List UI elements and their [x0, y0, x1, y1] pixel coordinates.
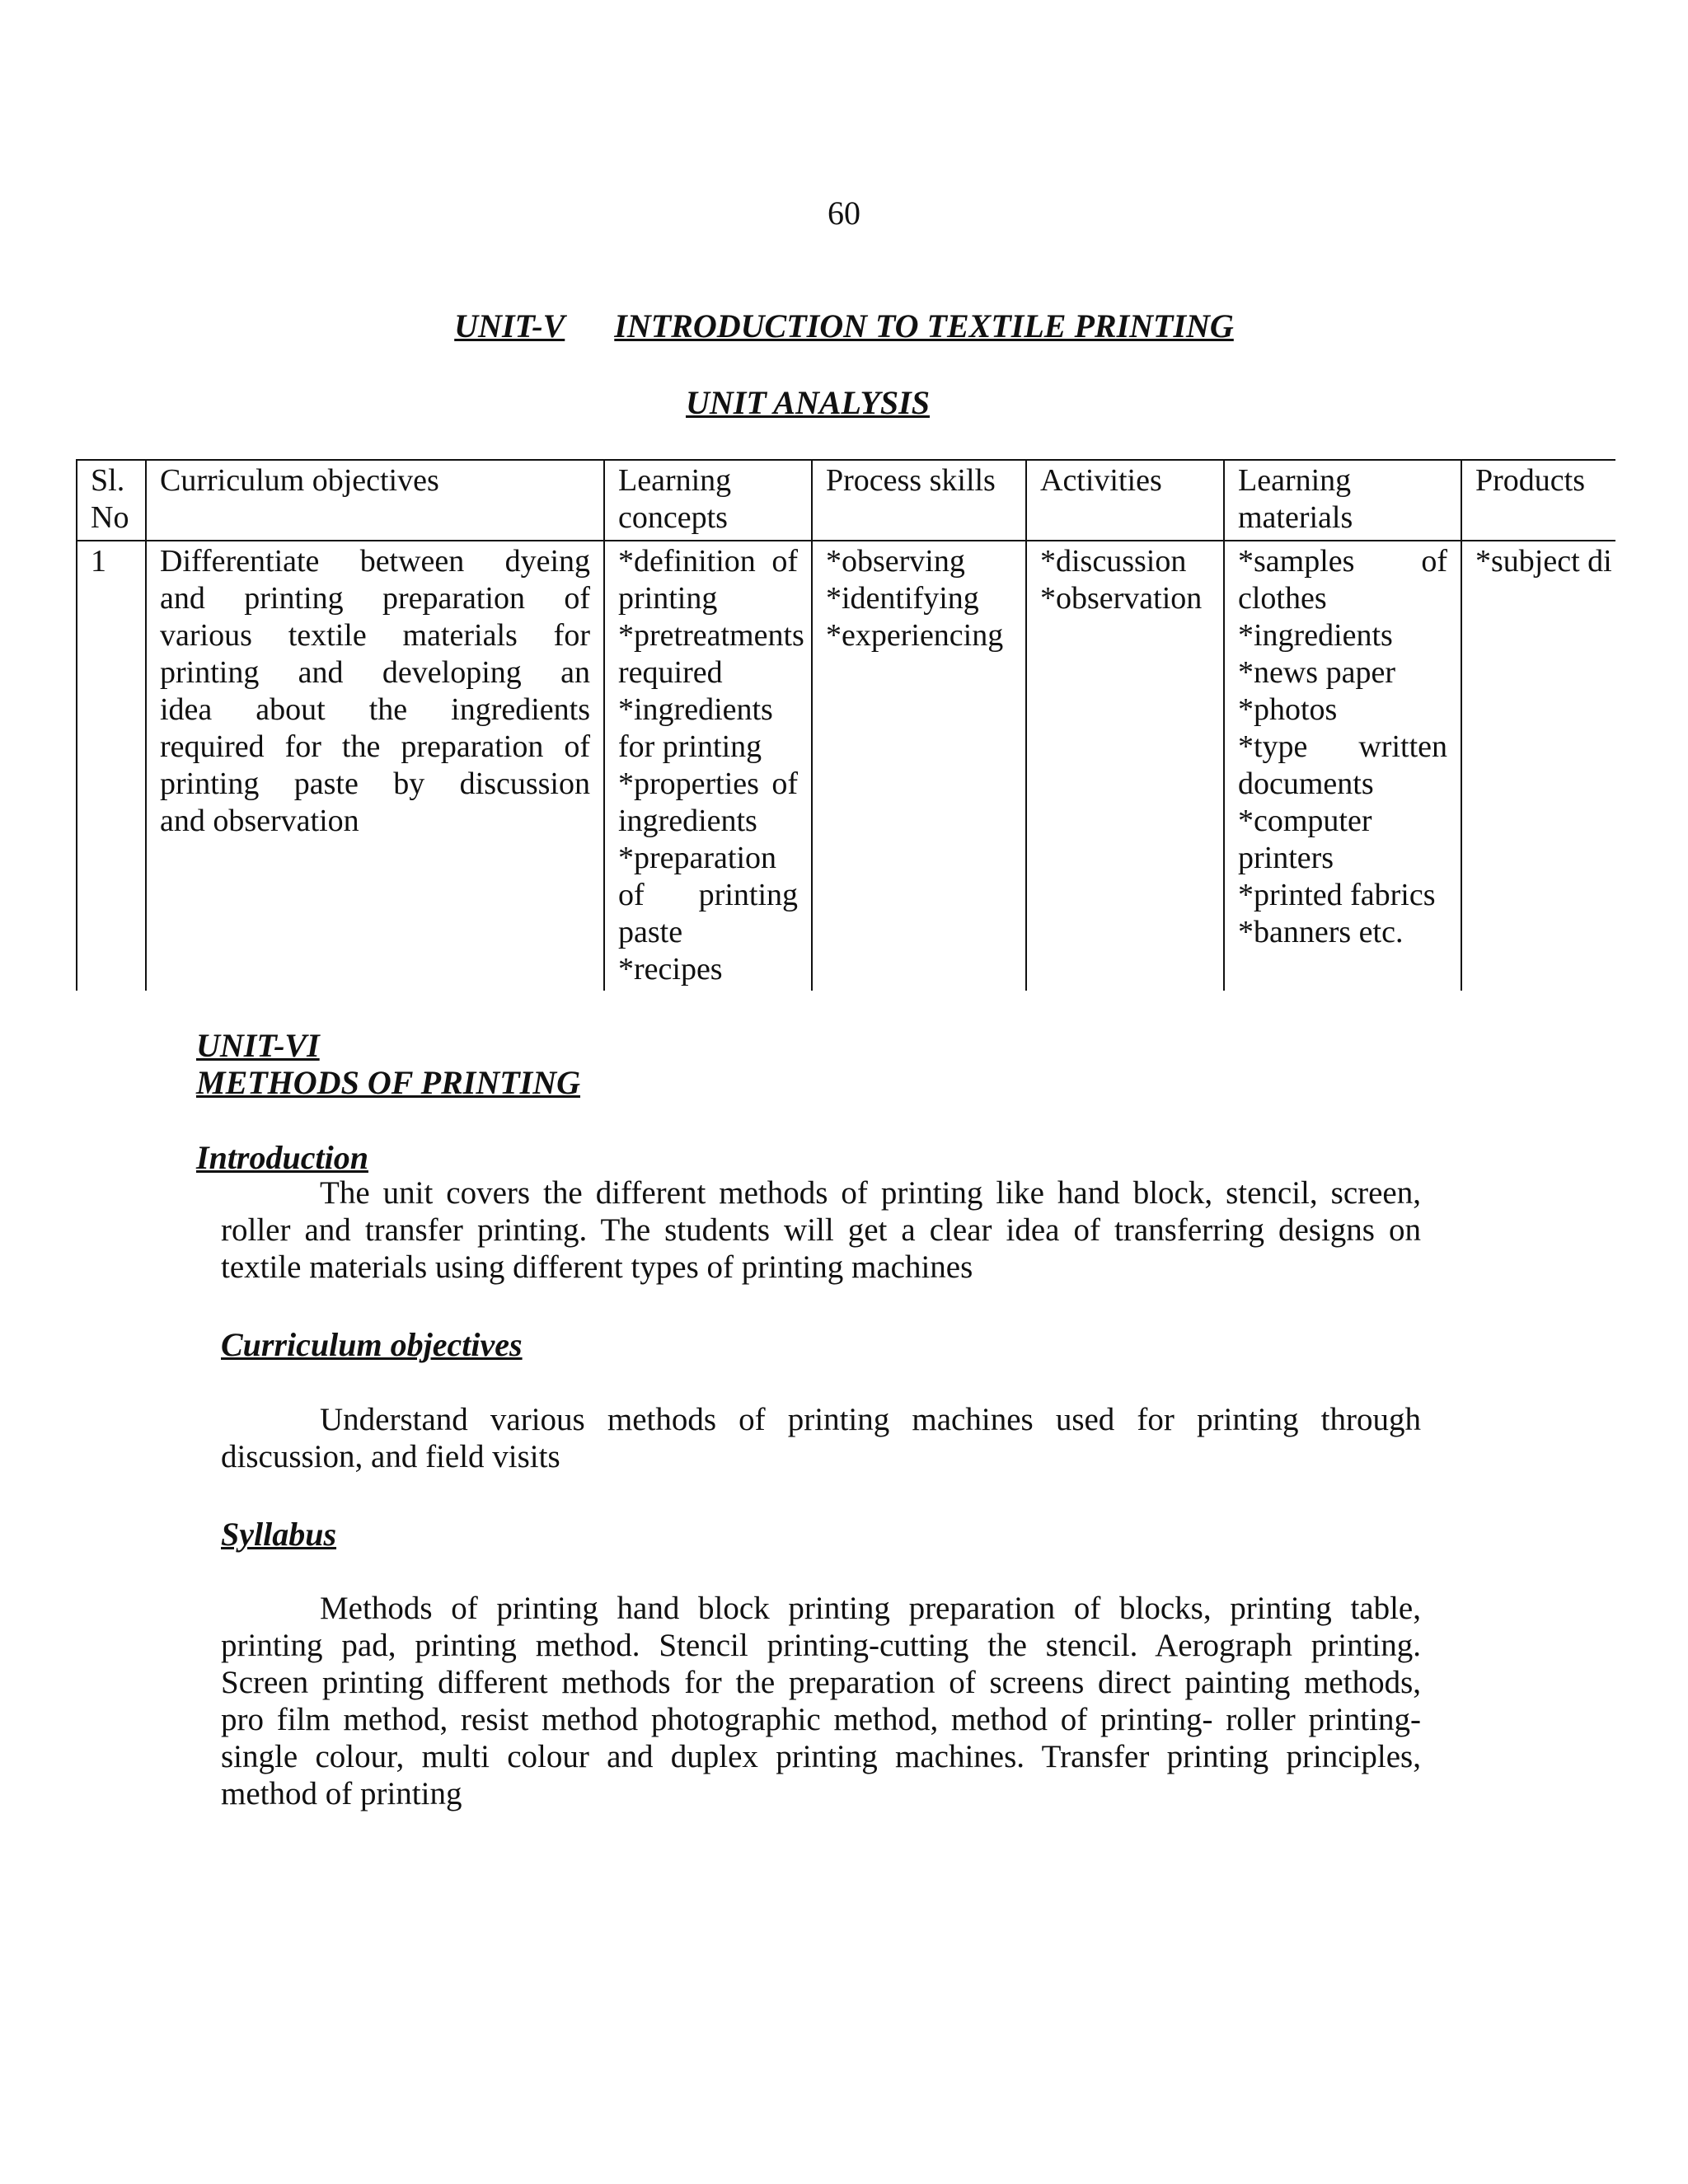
cell-process-skills: *observing *identifying *experiencing	[812, 541, 1026, 991]
table-header-row	[77, 460, 1615, 541]
curriculum-objectives-heading: Curriculum objectives	[221, 1326, 523, 1363]
header-curriculum-objectives: Curriculum objectives	[146, 460, 604, 541]
cell-sl-no: 1	[77, 541, 146, 991]
table-row	[77, 541, 1615, 991]
cell-learning-materials: *samples of clothes *ingredients *news paper *photos *type written documents *computer printers *printed fabrics *banners etc.	[1224, 541, 1461, 991]
unit-v-title	[0, 307, 1688, 345]
cell-products: *subject di	[1461, 541, 1615, 991]
curriculum-objectives-paragraph: Understand various methods of printing machines used for printing through discussion, and field visits	[221, 1402, 1421, 1474]
cell-curriculum-objectives: Differentiate between dyeing and printing preparation of various textile materials for printing and developing an idea about the ingredients required for the preparation of printing paste by discussion and observation	[146, 541, 604, 991]
syllabus-paragraph: Methods of printing hand block printing preparation of blocks, printing table, printing pad, printing method. Stencil printing-cutting the stencil. Aerograph printing. Screen printing different methods for the preparation of screens direct painting methods, pro film method, resist method photographic method, method of printing- roller printing- single colour, multi colour and duplex printing machines. Transfer printing principles, method of printing	[221, 1591, 1421, 1811]
unit-analysis-title: UNIT ANALYSIS	[686, 384, 930, 421]
header-sl-no: Sl. No	[77, 460, 146, 541]
page-number: 60	[828, 194, 860, 232]
syllabus-heading: Syllabus	[221, 1516, 337, 1553]
header-products: Products	[1461, 460, 1615, 541]
cell-activities: *discussion *observation	[1026, 541, 1224, 991]
unit-vi-label: UNIT-VI	[196, 1027, 320, 1064]
header-activities: Activities	[1026, 460, 1224, 541]
unit-vi-heading-block	[196, 1027, 580, 1101]
introduction-heading: Introduction	[196, 1139, 368, 1176]
unit-v-label: UNIT-V	[454, 307, 565, 344]
header-learning-materials: Learning materials	[1224, 460, 1461, 541]
cell-learning-concepts: *definition of printing *pretreatments required *ingredients for printing *properties of ingredients *preparation of printing paste *recipes	[604, 541, 812, 991]
header-process-skills: Process skills	[812, 460, 1026, 541]
unit-analysis-table-container	[76, 459, 1615, 991]
introduction-paragraph: The unit covers the different methods of printing like hand block, stencil, screen, roller and transfer printing. The students will get a clear idea of transferring designs on textile materials using different types of printing machines	[221, 1175, 1421, 1285]
header-learning-concepts: Learning concepts	[604, 460, 812, 541]
unit-vi-title: METHODS OF PRINTING	[196, 1064, 580, 1101]
unit-v-heading: INTRODUCTION TO TEXTILE PRINTING	[614, 307, 1234, 344]
unit-analysis-table	[76, 459, 1615, 991]
